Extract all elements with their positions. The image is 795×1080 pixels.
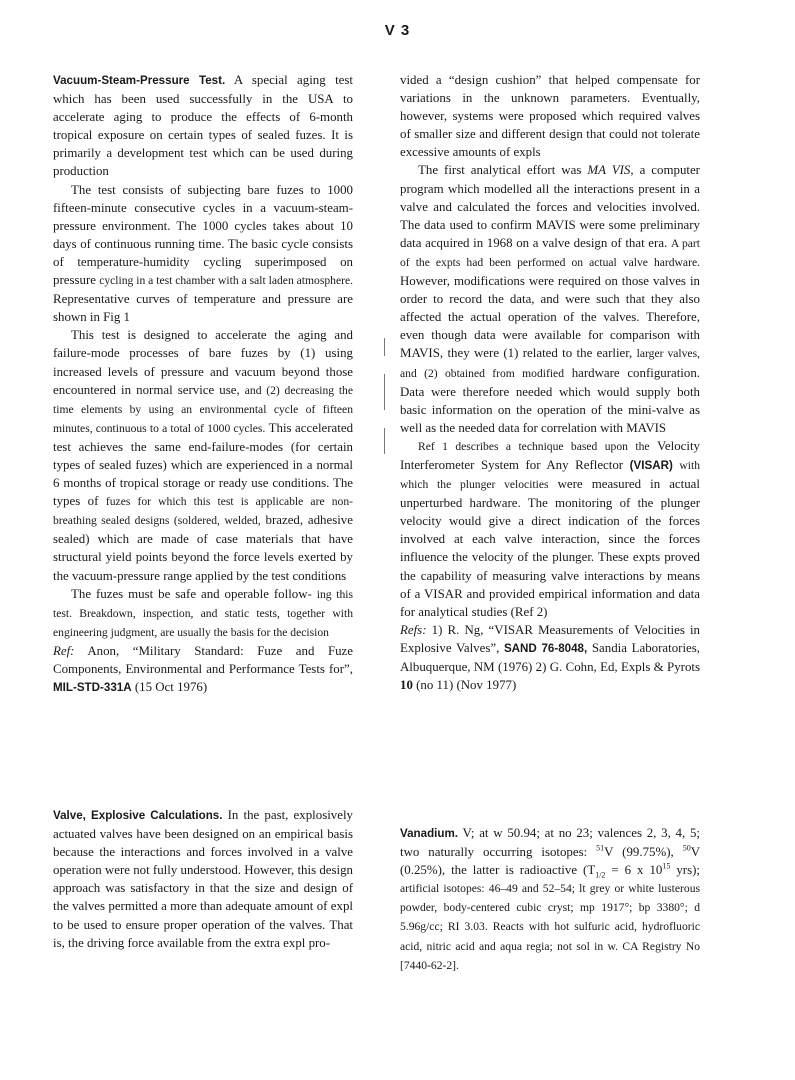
valve-explosive-entry-continued (400, 71, 700, 694)
vacuum-reference: Ref: Anon, “Military Standard: Fuze and Fuze Components, Environmental and Performance Tests for”, MIL-STD-331A (15 Oct 1976) (53, 643, 353, 695)
entry-title-valve: Valve, Explosive Calculations. (53, 809, 223, 822)
margin-change-mark (384, 374, 385, 410)
standard-id: MIL-STD-331A (53, 681, 132, 695)
valve-para-1: Valve, Explosive Calculations. In the past, explosively actuated valves have been designed on an empirical basis because the interactions and forces involved in a valve operation were not fully understood. However, this design approach was satisfactory in that the size and design of the valves permitted a more than adequate amount of expl to be used to ensure proper operation of the valves. That is, the driving force available from the extra expl pro- (53, 808, 353, 950)
valve-para-3: Ref 1 describes a technique based upon the Velocity Interferometer System for Any Reflector (VISAR) with which the plunger velocities were measured in actual unperturbed hardware. The monitoring of the plunger velocity would give a direct indication of the forces involved at each valve interaction, since the forces influence the velocity of the plunger. These expts proved the capability of measuring valve interactions by means of a VISAR and provided empirical information and data for analytical studies (Ref 2) (400, 438, 700, 619)
margin-change-mark (384, 428, 385, 454)
entry-title-vanadium: Vanadium. (400, 827, 458, 840)
visar-term: (VISAR) (629, 458, 673, 472)
vanadium-entry (400, 824, 700, 975)
valve-para-2: The first analytical effort was MA VIS, a computer program which modelled all the interactions present in a valve and calculated the forces and velocities involved. The data used to confirm MAVIS were some preliminary data acquired in 1968 on a valve design of that era. A part of the expts had been performed on actual valve hardware. However, modifications were required on those valves in order to record the data, and were such that they also affected the actual operation of the valves. Therefore, even though data were available for comparison with MAVIS, they were (1) related to the earlier, larger valves, and (2) obtained from modified hardware configuration. Data were therefore needed which would supply both basic information on the operation of the mini-valve as well as the needed data for correlation with MAVIS (400, 163, 701, 435)
valve-explosive-entry-start (53, 806, 353, 952)
vacuum-para-4: The fuzes must be safe and operable follow- ing this test. Breakdown, inspection, and static tests, together with engineering judgment, are usually the basis for the decision (53, 586, 353, 639)
valve-references: Refs: 1) R. Ng, “VISAR Measurements of Velocities in Explosive Valves”, SAND 76-8048, Sandia Laboratories, Albuquerque, NM (1976) 2) G. Cohn, Ed, Expls & Pyrots 10 (no 11) (Nov 1977) (400, 622, 701, 693)
vacuum-para-1: Vacuum-Steam-Pressure Test. A special aging test which has been used successfully in the USA to accelerate aging to produce the effects of 6-month tropical exposure on certain types of sealed fuzes. It is primarily a development test which can be used during production (53, 73, 353, 179)
vacuum-para-2: The test consists of subjecting bare fuzes to 1000 fifteen-minute consecutive cycles in a vacuum-steam-pressure environment. The 1000 cycles takes about 10 days of continuous running time. The basic cycle consists of temperature-humidity cycling superimposed on pressure cycling in a test chamber with a salt laden atmosphere. Representative curves of temperature and pressure are shown in Fig 1 (53, 182, 354, 325)
margin-change-mark (384, 338, 385, 356)
page-header: V 3 (384, 22, 411, 39)
mavis-term: MA VIS, (587, 163, 634, 178)
vanadium-para: Vanadium. V; at w 50.94; at no 23; valences 2, 3, 4, 5; two naturally occurring isotopes: $^{51}$V (99.75%), $^{50}$V (0.25%), the latter is radioactive ($T_{1/2} = 6$ x $10^{15}$ yrs); artificial isotopes: 46–49 and 52–54; lt grey or white lusterous powder, body-centered cubic cryst; mp 1917°; bp 3380°; d 5.96g/cc; RI 3.03. Reacts with hot sulfuric acid, hydrofluoric acid, nitric acid and aqua regia; not sol in w. CA Registry No [7440-62-2]. (400, 826, 700, 972)
valve-para-1-cont: vided a “design cushion” that helped compensate for variations in the unknown parameters. Eventually, however, systems were proposed which required valves of smaller size and different design that could not tolerate excessive amounts of expls (400, 73, 700, 160)
vacuum-steam-pressure-entry (53, 71, 353, 697)
entry-title-vacuum: Vacuum-Steam-Pressure Test. (53, 74, 226, 87)
vacuum-para-3: This test is designed to accelerate the aging and failure-mode processes of bare fuzes by (1) using increased levels of pressure and vacuum beyond those encountered in normal service use, and (2) decreasing the time elements by using an environmental cycle of fifteen minutes, continuous to a total of 1000 cycles. This accelerated test achieves the same end-failure-modes (for certain types of sealed fuzes) which are experienced in a normal 6 months of tropical storage or ready use conditions. The types of fuzes for which this test is applicable are non-breathing sealed designs (soldered, welded, brazed, adhesive sealed) which are made of case materials that have structural yield points beyond the force levels exerted by the vacuum-pressure range applied by the test conditions (53, 328, 354, 583)
report-id: SAND 76-8048, (503, 641, 588, 655)
